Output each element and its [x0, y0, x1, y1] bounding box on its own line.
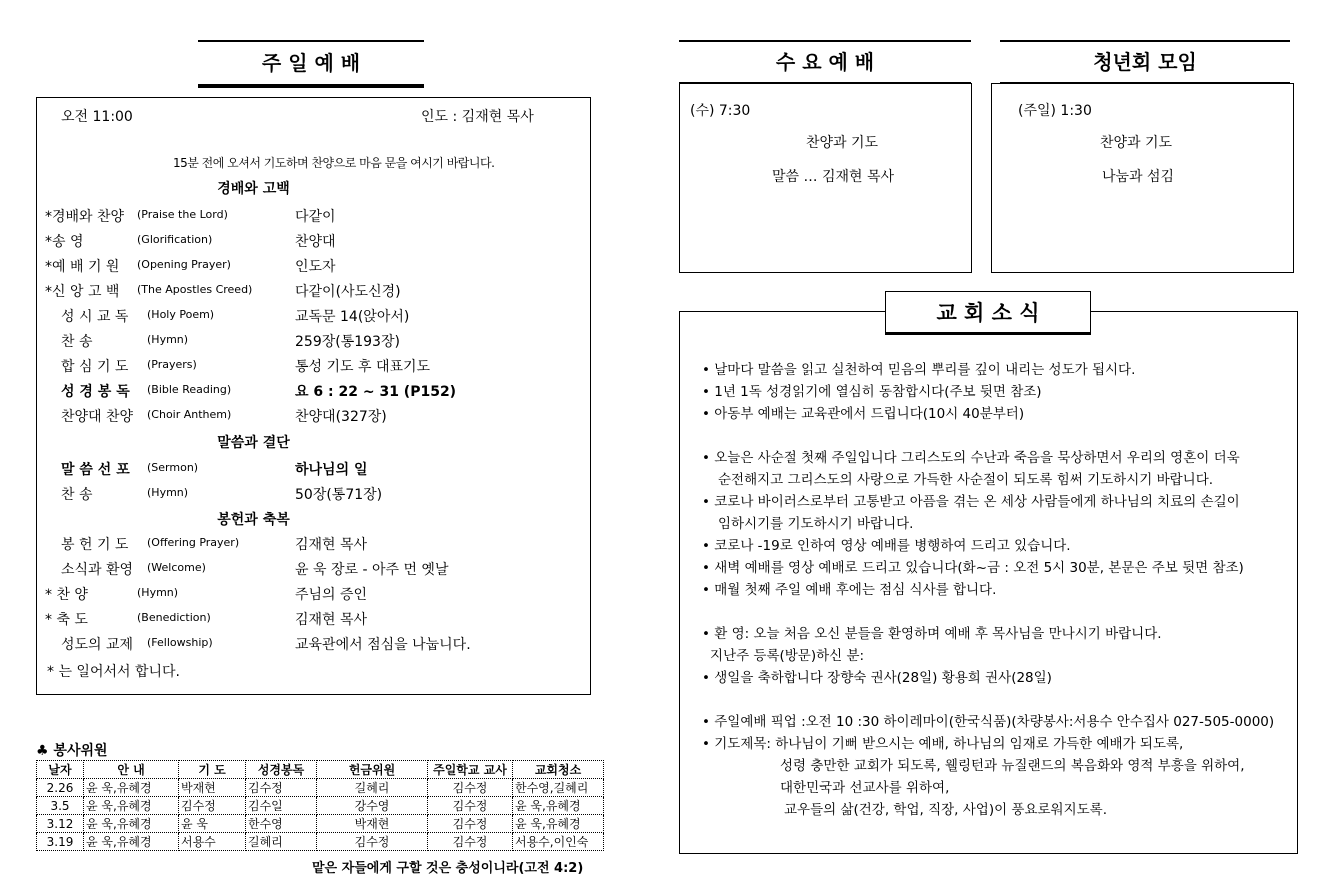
order-item-value: 찬양대(327장) — [295, 409, 387, 425]
news-line: • 생일을 축하합니다 장향숙 권사(28일) 황용희 권사(28일) — [702, 670, 1052, 686]
news-box — [679, 311, 1298, 854]
table-row — [37, 779, 604, 797]
order-item-english: (Praise the Lord) — [137, 208, 228, 221]
order-item-name: 찬양대 찬양 — [61, 409, 134, 425]
order-item-name: 찬 송 — [61, 487, 93, 503]
order-item — [37, 331, 590, 355]
order-item-name: 성 시 교 독 — [61, 309, 129, 325]
service-cell: 김수정 — [428, 797, 513, 815]
service-cell: 박재현 — [317, 815, 428, 833]
youth-title: 청년회 모임 — [1000, 40, 1290, 84]
order-item — [37, 609, 590, 633]
order-item-name: *경배와 찬양 — [45, 209, 125, 225]
service-header: 헌금위원 — [317, 761, 428, 779]
service-cell: 김수정 — [317, 833, 428, 851]
news-line: • 주일예배 픽업 :오전 10 :30 하이레마이(한국식품)(차량봉사:서용수 안수집사 027-505-0000) — [702, 714, 1275, 730]
order-item-name: 말 씀 선 포 — [61, 462, 130, 478]
order-item-value: 50장(통71장) — [295, 487, 383, 503]
order-item-english: (Sermon) — [147, 461, 199, 474]
order-item-name: * 찬 양 — [45, 587, 88, 603]
order-item-value: 김재현 목사 — [295, 537, 368, 553]
order-item-value: 하나님의 일 — [295, 462, 368, 478]
order-item — [37, 356, 590, 380]
order-item-value: 교독문 14(앉아서) — [295, 309, 410, 325]
order-item-english: (Bible Reading) — [147, 383, 232, 396]
news-title: 교 회 소 식 — [885, 291, 1091, 335]
order-item-name: *송 영 — [45, 234, 84, 250]
news-line: • 매월 첫째 주일 예배 후에는 점심 식사를 합니다. — [702, 582, 997, 598]
news-line: • 기도제목: 하나님이 기뻐 받으시는 예배, 하나님의 임재로 가득한 예배가 되도록, — [702, 736, 1184, 752]
order-item-name: 봉 헌 기 도 — [61, 537, 129, 553]
service-cell: 윤 욱,유혜경 — [84, 779, 179, 797]
order-item-name: *신 앙 고 백 — [45, 284, 120, 300]
order-item — [37, 256, 590, 280]
service-cell: 김수정 — [179, 797, 246, 815]
youth-time: (주일) 1:30 — [1018, 103, 1092, 119]
order-item-value: 통성 기도 후 대표기도 — [295, 359, 431, 375]
order-item — [37, 281, 590, 305]
news-line: 임하시기를 기도하시기 바랍니다. — [718, 516, 914, 532]
service-header: 교회청소 — [513, 761, 604, 779]
service-cell: 윤 욱,유혜경 — [84, 815, 179, 833]
service-cell: 길혜리 — [317, 779, 428, 797]
service-cell: 2.26 — [37, 779, 84, 797]
sunday-title: 주 일 예 배 — [198, 40, 424, 88]
news-line: • 아동부 예배는 교육관에서 드립니다(10시 40분부터) — [702, 406, 1025, 422]
order-item — [37, 459, 590, 483]
order-item-english: (Opening Prayer) — [137, 258, 231, 271]
order-item — [37, 559, 590, 583]
youth-box — [991, 83, 1294, 273]
order-item-name: 성도의 교제 — [61, 637, 134, 653]
order-item-value: 다같이(사도신경) — [295, 284, 401, 300]
order-item-english: (The Apostles Creed) — [137, 283, 253, 296]
service-cell: 윤 욱,유혜경 — [513, 797, 604, 815]
order-item-english: (Hymn) — [147, 333, 189, 346]
order-item-value: 김재현 목사 — [295, 612, 368, 628]
service-cell: 윤 욱,유혜경 — [84, 833, 179, 851]
order-item — [37, 381, 590, 405]
table-row — [37, 797, 604, 815]
sunday-footnote: * 는 일어서서 합니다. — [47, 664, 180, 680]
news-line: 지난주 등록(방문)하신 분: — [710, 648, 865, 664]
section-title-2: 말씀과 결단 — [217, 435, 290, 451]
order-item-english: (Offering Prayer) — [147, 536, 240, 549]
order-item-name: 소식과 환영 — [61, 562, 134, 578]
news-line: • 1년 1독 성경읽기에 열심히 동참합시다(주보 뒷면 참조) — [702, 384, 1042, 400]
order-item — [37, 584, 590, 608]
table-row — [37, 833, 604, 851]
order-item-english: (Holy Poem) — [147, 308, 215, 321]
order-item-value: 주님의 증인 — [295, 587, 368, 603]
service-cell: 3.12 — [37, 815, 84, 833]
order-item-value: 윤 욱 장로 - 아주 먼 옛날 — [295, 562, 449, 578]
news-line: 대한민국과 선교사를 위하여, — [780, 780, 950, 796]
order-item-name: *예 배 기 원 — [45, 259, 120, 275]
service-table — [36, 760, 604, 851]
order-item-value: 다같이 — [295, 209, 336, 225]
order-item-value: 교육관에서 점심을 나눕니다. — [295, 637, 471, 653]
order-item-english: (Fellowship) — [147, 636, 213, 649]
order-item-name: 합 심 기 도 — [61, 359, 129, 375]
service-cell: 서용수 — [179, 833, 246, 851]
order-item-name: 찬 송 — [61, 334, 93, 350]
order-item — [37, 634, 590, 658]
order-item-value: 찬양대 — [295, 234, 336, 250]
wednesday-box — [679, 83, 972, 273]
order-item-english: (Glorification) — [137, 233, 213, 246]
service-cell: 김수일 — [246, 797, 317, 815]
youth-line1: 찬양과 기도 — [1100, 135, 1173, 151]
order-item-english: (Choir Anthem) — [147, 408, 232, 421]
service-title: ♣ 봉사위원 — [36, 743, 108, 759]
service-header: 안 내 — [84, 761, 179, 779]
order-item-value: 259장(통193장) — [295, 334, 400, 350]
youth-line2: 나눔과 섬김 — [1102, 169, 1175, 185]
order-item-english: (Benediction) — [137, 611, 211, 624]
section-title-3: 봉헌과 축복 — [217, 512, 290, 528]
order-item-english: (Hymn) — [137, 586, 179, 599]
sunday-time: 오전 11:00 — [61, 109, 133, 125]
sunday-notice: 15분 전에 오셔서 기도하며 찬양으로 마음 문을 여시기 바랍니다. — [173, 156, 495, 170]
service-cell: 김수정 — [428, 815, 513, 833]
service-cell: 한수영 — [246, 815, 317, 833]
service-cell: 윤 욱 — [179, 815, 246, 833]
service-cell: 김수정 — [428, 833, 513, 851]
news-line: • 환 영: 오늘 처음 오신 분들을 환영하며 예배 후 목사님을 만나시기 바랍니다. — [702, 626, 1162, 642]
order-item — [37, 231, 590, 255]
order-item-english: (Welcome) — [147, 561, 206, 574]
order-item-english: (Prayers) — [147, 358, 197, 371]
service-header: 날자 — [37, 761, 84, 779]
wednesday-line2: 말씀 … 김재현 목사 — [772, 169, 895, 185]
order-item — [37, 534, 590, 558]
news-line: • 코로나 -19로 인하여 영상 예배를 병행하여 드리고 있습니다. — [702, 538, 1071, 554]
news-line: • 날마다 말씀을 읽고 실천하여 믿음의 뿌리를 깊이 내리는 성도가 됩시다. — [702, 362, 1136, 378]
order-item-name: * 축 도 — [45, 612, 88, 628]
service-cell: 서용수,이인숙 — [513, 833, 604, 851]
order-item — [37, 406, 590, 430]
service-cell: 길혜리 — [246, 833, 317, 851]
service-cell: 한수영,길혜리 — [513, 779, 604, 797]
news-line: • 오늘은 사순절 첫째 주일입니다 그리스도의 수난과 죽음을 묵상하면서 우리의 영혼이 더욱 — [702, 450, 1240, 466]
service-cell: 3.19 — [37, 833, 84, 851]
news-line: 교우들의 삶(건강, 학업, 직장, 사업)이 풍요로워지도록. — [784, 802, 1108, 818]
wednesday-title: 수 요 예 배 — [679, 40, 971, 84]
table-row — [37, 815, 604, 833]
news-line: 순전해지고 그리스도의 사랑으로 가득한 사순절이 되도록 힘써 기도하시기 바랍니다. — [718, 472, 1214, 488]
service-cell: 박재현 — [179, 779, 246, 797]
sunday-leader: 인도 : 김재현 목사 — [421, 109, 534, 125]
service-header: 기 도 — [179, 761, 246, 779]
service-cell: 김수정 — [428, 779, 513, 797]
news-line: • 코로나 바이러스로부터 고통받고 아픔을 겪는 온 세상 사람들에게 하나님의 치료의 손길이 — [702, 494, 1240, 510]
service-verse: 맡은 자들에게 구할 것은 충성이니라(고전 4:2) — [312, 861, 584, 876]
order-item — [37, 306, 590, 330]
order-item-name: 성 경 봉 독 — [61, 384, 130, 400]
service-cell: 3.5 — [37, 797, 84, 815]
order-item — [37, 484, 590, 508]
sunday-order-box — [36, 97, 591, 695]
service-header: 성경봉독 — [246, 761, 317, 779]
order-item-value: 인도자 — [295, 259, 336, 275]
order-item-value: 요 6 : 22 ~ 31 (P152) — [295, 384, 457, 400]
service-cell: 김수정 — [246, 779, 317, 797]
service-cell: 윤 욱,유혜경 — [84, 797, 179, 815]
order-item-english: (Hymn) — [147, 486, 189, 499]
service-cell: 강수영 — [317, 797, 428, 815]
service-cell: 윤 욱,유혜경 — [513, 815, 604, 833]
service-header: 주일학교 교사 — [428, 761, 513, 779]
news-line: • 새벽 예배를 영상 예배로 드리고 있습니다(화~금 : 오전 5시 30분, 본문은 주보 뒷면 참조) — [702, 560, 1244, 576]
wednesday-line1: 찬양과 기도 — [806, 135, 879, 151]
order-item — [37, 206, 590, 230]
wednesday-time: (수) 7:30 — [690, 103, 751, 119]
section-title-1: 경배와 고백 — [217, 181, 290, 197]
news-line: 성령 충만한 교회가 되도록, 웰링턴과 뉴질랜드의 복음화와 영적 부흥을 위하여, — [780, 758, 1245, 774]
